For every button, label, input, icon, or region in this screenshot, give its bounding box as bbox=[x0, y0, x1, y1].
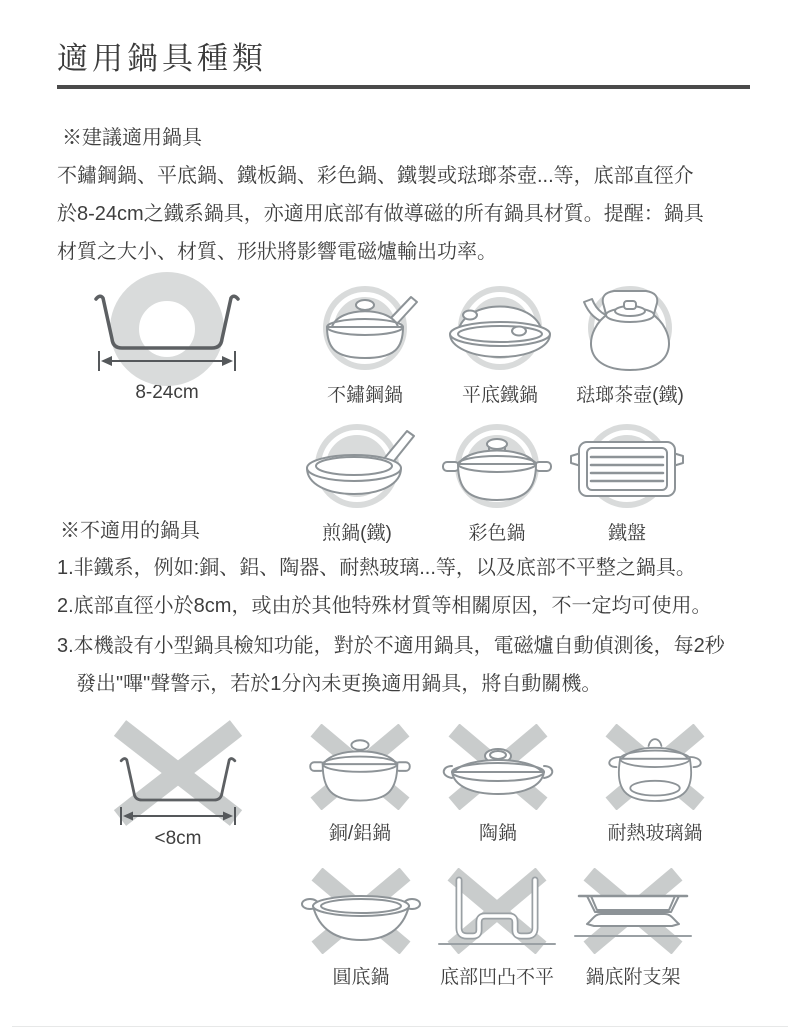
suitable-item-frying-pan bbox=[295, 420, 419, 545]
title-underline bbox=[57, 85, 750, 89]
pot-with-stand-icon bbox=[573, 886, 693, 942]
diameter-arrow-icon bbox=[119, 806, 237, 826]
note-line: 發出"嗶"聲警示，若於1分內未更換適用鍋具，將自動關機。 bbox=[76, 673, 602, 695]
flat-iron-pan-icon bbox=[440, 282, 560, 374]
pot-diameter-icon bbox=[92, 292, 242, 354]
item-label: 圓底鍋 bbox=[332, 967, 390, 988]
paragraph-line: 材質之大小、材質、形狀將影響電磁爐輸出功率。 bbox=[57, 241, 497, 263]
paragraph-line: 於8-24cm之鐵系鍋具，亦適用底部有做導磁的所有鍋具材質。提醒：鍋具 bbox=[57, 203, 704, 225]
unsuitable-item-round-bottom-wok bbox=[299, 868, 423, 989]
color-pot-icon bbox=[437, 420, 557, 512]
page-bottom-edge bbox=[12, 1026, 788, 1027]
unsuitable-item-copper-aluminum-pot bbox=[298, 724, 422, 845]
note-line: 1.非鐵系，例如:銅、鋁、陶器、耐熱玻璃...等，以及底部不平整之鍋具。 bbox=[57, 557, 696, 579]
item-label: 平底鐵鍋 bbox=[461, 385, 538, 406]
unsuitable-item-pot-with-stand bbox=[558, 868, 708, 989]
suitable-item-enamel-kettle bbox=[560, 282, 700, 407]
clay-pot-icon bbox=[438, 724, 558, 812]
uneven-bottom-icon bbox=[437, 872, 557, 956]
round-bottom-wok-icon bbox=[301, 868, 421, 956]
item-label: 鐵盤 bbox=[607, 523, 646, 544]
frying-pan-icon bbox=[297, 420, 417, 512]
small-pot-diameter-icon bbox=[118, 754, 238, 806]
item-label: <8cm bbox=[154, 828, 202, 849]
item-label: 銅/鋁鍋 bbox=[328, 823, 392, 844]
page-title: 適用鍋具種類 bbox=[57, 41, 267, 76]
suitable-item-flat-iron-pan bbox=[438, 282, 562, 407]
glass-pot-icon bbox=[595, 724, 715, 812]
item-label: 耐熱玻璃鍋 bbox=[607, 823, 703, 844]
item-label: 陶鍋 bbox=[478, 823, 517, 844]
paragraph-line: 不鏽鋼鍋、平底鍋、鐵板鍋、彩色鍋、鐵製或琺瑯茶壺...等，底部直徑介 bbox=[57, 165, 694, 187]
suitable-item-stainless-pot bbox=[303, 282, 427, 407]
copper-aluminum-pot-icon bbox=[300, 724, 420, 812]
diameter-arrow-icon bbox=[97, 350, 237, 372]
item-label: 彩色鍋 bbox=[468, 523, 526, 544]
stainless-steel-pot-icon bbox=[305, 282, 425, 374]
item-label: 底部凹凸不平 bbox=[439, 967, 554, 988]
iron-plate-icon bbox=[567, 420, 687, 512]
enamel-kettle-icon bbox=[570, 282, 690, 378]
unsuitable-item-small-diameter bbox=[98, 722, 258, 850]
note-line: 2.底部直徑小於8cm，或由於其他特殊材質等相關原因，不一定均可使用。 bbox=[57, 595, 712, 617]
unsuitable-item-uneven-bottom bbox=[422, 868, 572, 989]
unsuitable-heading: ※不適用的鍋具 bbox=[60, 520, 200, 542]
suitable-item-color-pot bbox=[435, 420, 559, 545]
item-label: 8-24cm bbox=[135, 382, 199, 403]
unsuitable-item-glass-pot bbox=[585, 724, 725, 845]
suitable-item-iron-plate bbox=[565, 420, 689, 545]
suitable-item-diameter bbox=[87, 278, 247, 404]
item-label: 煎鍋(鐵) bbox=[322, 523, 392, 544]
item-label: 琺瑯茶壺(鐵) bbox=[576, 385, 684, 406]
note-line: 3.本機設有小型鍋具檢知功能，對於不適用鍋具，電磁爐自動偵測後，每2秒 bbox=[57, 635, 725, 657]
item-label: 鍋底附支架 bbox=[585, 967, 681, 988]
unsuitable-item-clay-pot bbox=[436, 724, 560, 845]
item-label: 不鏽鋼鍋 bbox=[326, 385, 403, 406]
suitable-heading: ※建議適用鍋具 bbox=[62, 127, 202, 149]
